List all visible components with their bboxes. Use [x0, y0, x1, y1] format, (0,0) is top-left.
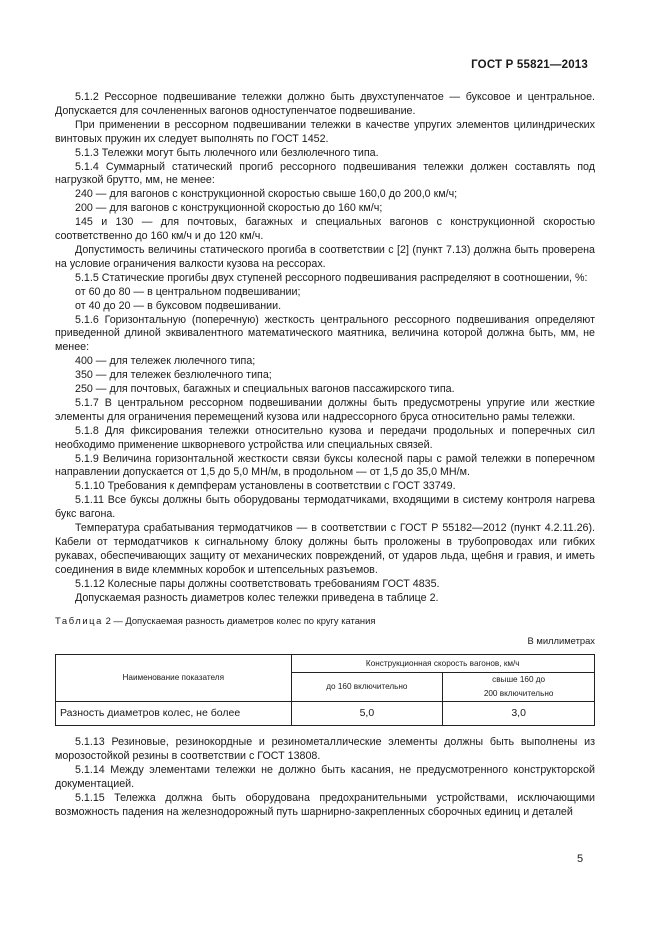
- paragraph: 5.1.4 Суммарный статический прогиб рессорного подвешивания тележки должен составлять под нагрузкой брутто, мм, не менее:: [55, 160, 595, 187]
- page-number: 5: [577, 853, 584, 865]
- paragraph: 5.1.3 Тележки могут быть люлечного или безлюлечного типа.: [75, 146, 379, 159]
- paragraph: 200 — для вагонов с конструкционной скоростью до 160 км/ч;: [75, 202, 383, 215]
- paragraph: 145 и 130 — для почтовых, багажных и специальных вагонов с конструкционной скоростью соответственно до 160 км/ч и до 120 км/ч.: [55, 216, 595, 243]
- paragraph: 5.1.12 Колесные пары должны соответствовать требованиям ГОСТ 4835.: [75, 577, 440, 590]
- paragraph: Температура срабатывания термодатчиков — в соответствии с ГОСТ Р 55182—2012 (пункт 4.2.11.26). Кабели от термодатчиков к сигнальному блоку должны быть проложены в трубопроводах или гибких рукавах, обеспечивающих защиту от механических повреждений, от ударов льда, щебня и гравия, и иметь соединения в виде клеммных коробок и штепсельных разъемов.: [55, 522, 595, 576]
- paragraph: 5.1.8 Для фиксирования тележки относительно кузова и передачи продольных и поперечных сил необходимо применение шкворневого устройства или специальных связей.: [55, 424, 595, 451]
- paragraph: При применении в рессорном подвешивании тележки в качестве упругих элементов цилиндрических винтовых пружин их следует выполнять по ГОСТ 1452.: [55, 118, 595, 145]
- paragraph: 5.1.14 Между элементами тележки не должно быть касания, не предусмотренного конструкторской документацией.: [55, 763, 595, 790]
- page-content: [55, 91, 595, 820]
- row-label: Разность диаметров колес, не более: [56, 702, 292, 726]
- paragraph: Допускаемая разность диаметров колес тележки приведена в таблице 2.: [75, 591, 439, 604]
- header-160-to-200: [443, 673, 595, 702]
- paragraph: 5.1.5 Статические прогибы двух ступеней рессорного подвешивания распределяют в соотношении, %:: [75, 271, 588, 284]
- row-value-160-to-200: 3,0: [443, 702, 595, 726]
- table-2: [55, 654, 595, 726]
- table-units: В миллиметрах: [527, 635, 595, 647]
- paragraph: 5.1.13 Резиновые, резинокордные и резинометаллические элементы должны быть выполнены из морозостойкой резины в соответствии с ГОСТ 13808.: [55, 736, 595, 763]
- table-caption: [55, 614, 595, 628]
- paragraph: 240 — для вагонов с конструкционной скоростью свыше 160,0 до 200,0 км/ч;: [75, 188, 458, 201]
- header-160-to-200-line1: свыше 160 до: [492, 675, 546, 685]
- header-up-to-160: до 160 включительно: [291, 673, 443, 702]
- paragraph: от 60 до 80 — в центральном подвешивании;: [75, 285, 301, 298]
- paragraph: 5.1.10 Требования к демпферам установлены в соответствии с ГОСТ 33749.: [75, 480, 456, 493]
- row-value-up-to-160: 5,0: [291, 702, 443, 726]
- header-160-to-200-line2: 200 включительно: [483, 689, 554, 699]
- paragraph: 5.1.7 В центральном рессорном подвешивании должны быть предусмотрены упругие или жесткие элементы для ограничения перемещений кузова или надрессорного бруса относительно рамы тележки.: [55, 396, 595, 423]
- paragraph: 5.1.6 Горизонтальную (поперечную) жесткость центрального рессорного подвешивания определяют приведенной длиной эквивалентного математического маятника, величина которой должна быть, мм, не менее:: [55, 313, 595, 354]
- document-code: ГОСТ Р 55821—2013: [471, 59, 588, 71]
- paragraph: Допустимость величины статического прогиба в соответствии с [2] (пункт 7.13) должна быть проверена на условие ограничения валкости кузова на рессорах.: [55, 243, 595, 270]
- paragraph: 250 — для почтовых, багажных и специальных вагонов пассажирского типа.: [75, 383, 455, 396]
- paragraph: 5.1.15 Тележка должна быть оборудована предохранительными устройствами, исключающими возможность падения на железнодорожный путь шарнирно-закрепленных сборочных единиц и деталей: [55, 791, 595, 818]
- table-caption-text: 2 — Допускаемая разность диаметров колес по кругу катания: [102, 614, 376, 626]
- paragraph: 5.1.2 Рессорное подвешивание тележки должно быть двухступенчатое — буксовое и центральное. Допускается для сочлененных вагонов одноступенчатое подвешивание.: [55, 91, 595, 117]
- paragraphs-top: [55, 91, 595, 606]
- paragraph: 400 — для тележек люлечного типа;: [75, 355, 256, 368]
- header-name-cell: Наименование показателя: [56, 655, 292, 702]
- table-caption-word: Таблица: [55, 614, 103, 626]
- paragraph: 5.1.11 Все буксы должны быть оборудованы термодатчиками, входящими в систему контроля нагрева букс вагона.: [55, 494, 595, 521]
- paragraph: 5.1.9 Величина горизонтальной жесткости связи буксы колесной пары с рамой тележки в поперечном направлении допускается от 1,5 до 5,0 МН/м, в продольном — от 1,5 до 35,0 МН/м.: [55, 452, 595, 479]
- header-speed-group: Конструкционная скорость вагонов, км/ч: [291, 655, 595, 673]
- paragraph: 350 — для тележек безлюлечного типа;: [75, 369, 272, 382]
- paragraph: от 40 до 20 — в буксовом подвешивании.: [75, 299, 282, 312]
- paragraphs-bottom: [55, 736, 595, 819]
